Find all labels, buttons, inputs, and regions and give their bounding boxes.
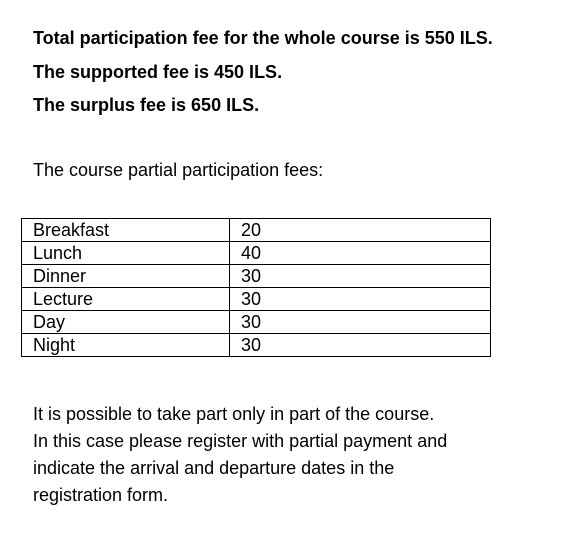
table-row	[22, 242, 491, 265]
table-row	[22, 334, 491, 357]
note-line: In this case please register with partial payment and	[33, 431, 448, 451]
table-row	[22, 311, 491, 334]
partial-participation-note	[33, 401, 553, 509]
fee-item-value: 30	[230, 288, 491, 311]
fee-item-name: Lunch	[22, 242, 230, 265]
table-row	[22, 288, 491, 311]
table-row	[22, 265, 491, 288]
fee-item-value: 40	[230, 242, 491, 265]
fee-item-value: 30	[230, 311, 491, 334]
partial-fees-table	[21, 218, 491, 357]
fee-item-value: 20	[230, 219, 491, 242]
surplus-fee-text: The surplus fee is 650 ILS.	[33, 95, 260, 115]
note-line: indicate the arrival and departure dates in the	[33, 458, 395, 478]
fee-item-name: Night	[22, 334, 230, 357]
fee-item-name: Breakfast	[22, 219, 230, 242]
fee-item-name: Dinner	[22, 265, 230, 288]
fee-item-value: 30	[230, 265, 491, 288]
note-line: registration form.	[33, 485, 169, 505]
fee-item-value: 30	[230, 334, 491, 357]
partial-fees-intro: The course partial participation fees:	[33, 160, 324, 180]
fee-item-name: Lecture	[22, 288, 230, 311]
total-fee-text: Total participation fee for the whole course is 550 ILS.	[33, 28, 493, 48]
supported-fee-text: The supported fee is 450 ILS.	[33, 62, 283, 82]
table-row	[22, 219, 491, 242]
fee-item-name: Day	[22, 311, 230, 334]
note-line: It is possible to take part only in part of the course.	[33, 404, 435, 424]
